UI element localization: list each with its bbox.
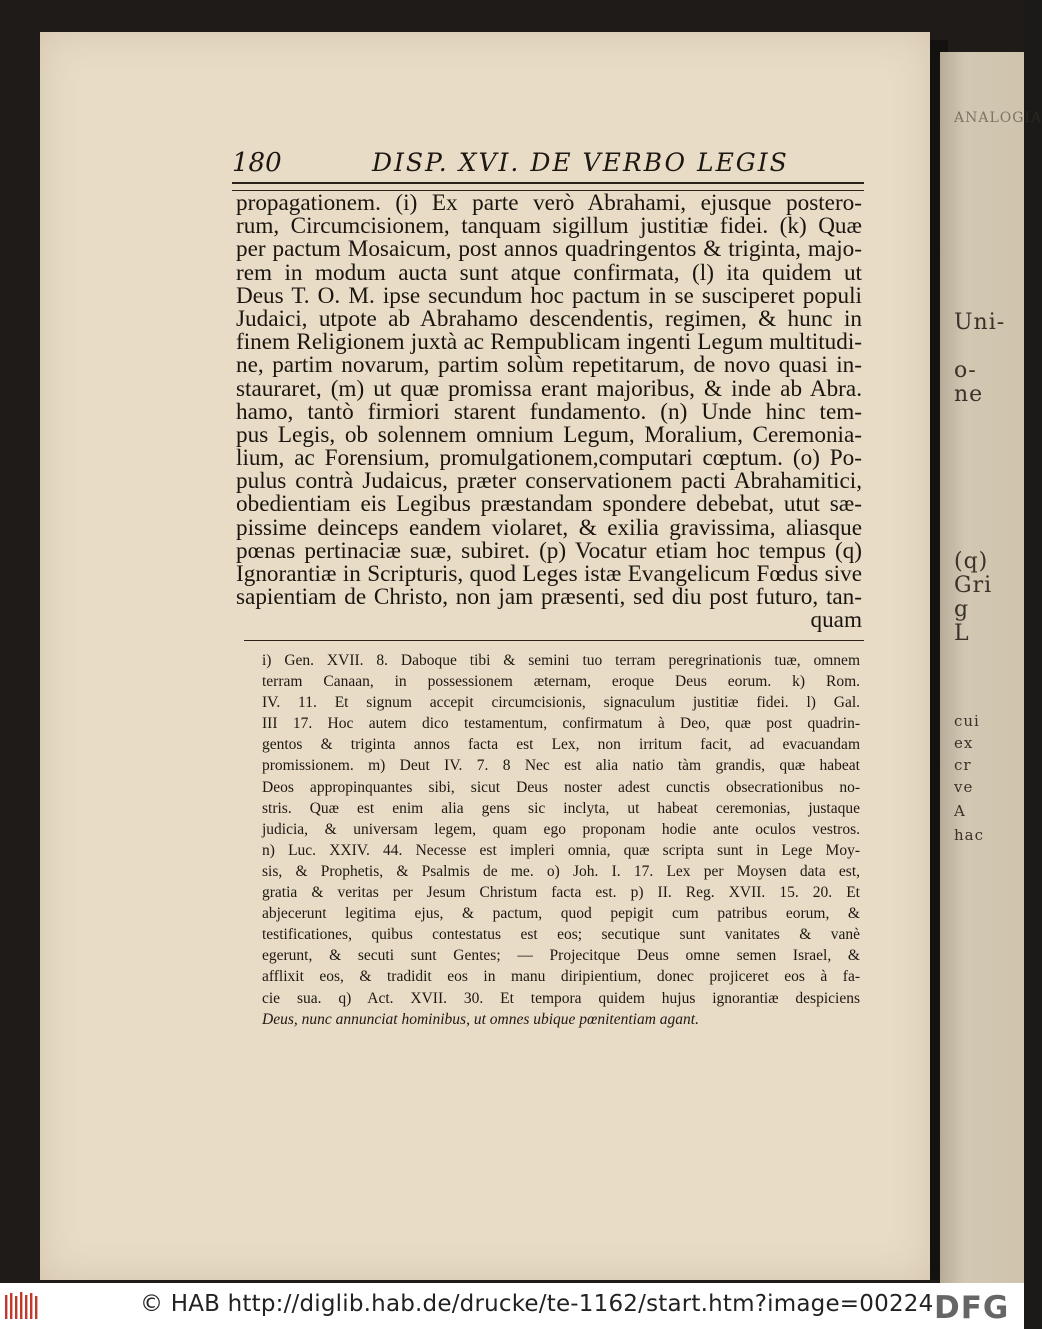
dfg-logo (932, 1289, 1020, 1326)
facing-page-fragment: Gri (954, 573, 993, 598)
facing-page-fragment: cui (954, 712, 980, 730)
text-line: hamo, tantò firmiori starent fundamento. (n) Unde hinc tem- (236, 398, 862, 425)
catchword: quam (810, 607, 862, 634)
facing-page-fragment: cr (954, 756, 972, 774)
footnotes (262, 650, 860, 1030)
text-line: obedientiam eis Legibus præstandam spondere debebat, utut sæ- (236, 491, 862, 518)
footnote-rule (244, 640, 864, 641)
facing-page-fragment: A (954, 802, 966, 820)
text-line: rum, Circumcisionem, tanquam sigillum justitiæ fidei. (k) Quæ (236, 213, 862, 240)
footnote-line: judicia, & universam legem, quam ego proponam hodie ante oculos vestros. (262, 820, 860, 838)
viewer-footer (0, 1283, 1024, 1329)
text-line: Deus T. O. M. ipse secundum hoc pactum in se susciperet populi (236, 282, 862, 309)
footnote-line: testificationes, quibus contestatus est eos; secutique sunt vanitates & vanè (262, 926, 860, 944)
facing-page-fragment: ex (954, 734, 974, 752)
footnote-line: sis, & Prophetis, & Psalmis de me. o) Joh. I. 17. Lex per Moysen data est, (262, 862, 860, 880)
facing-page-fragment: ve (954, 778, 974, 796)
footnote-line: gratia & veritas per Jesum Christum facta est. p) II. Reg. XVII. 15. 20. Et (262, 884, 860, 902)
footnote-line: III 17. Hoc autem dico testamentum, confirmatum à Deo, quæ post quadrin- (262, 715, 860, 733)
footnote-line: abjecerunt legitima ejus, & pactum, quod pepigit cum patribus eorum, & (262, 905, 860, 923)
page-number: 180 (232, 148, 282, 178)
text-line: lium, ac Forensium, promulgationem,computari cœptum. (o) Po- (236, 445, 862, 472)
main-text (236, 192, 862, 633)
facing-page-fragment: ANALOGIA (954, 110, 1042, 126)
facing-page-fragment: g (954, 597, 970, 622)
facing-page-fragment: ne (954, 382, 984, 407)
footnote-line: IV. 11. Et signum accepit circumcisionis, signaculum justitiæ fidei. l) Gal. (262, 694, 860, 712)
running-title: DISP. XVI. DE VERBO LEGIS (372, 148, 789, 177)
text-line: pus Legis, ob solennem omnium Legum, Moralium, Ceremonia- (236, 421, 862, 448)
text-line: stauraret, (m) ut quæ promissa erant majoribus, & inde ab Abra. (236, 375, 862, 402)
footnote-line: gentos & triginta annos facta est Lex, non irritum facit, ad evacuandam (262, 736, 860, 754)
facing-page-fragment: o- (954, 358, 977, 383)
facing-page-fragment: hac (954, 826, 985, 844)
footnote-line: cie sua. q) Act. XVII. 30. Et tempora quidem hujus ignorantiæ despiciens (262, 989, 860, 1007)
text-line: ne, partim novarum, partim solùm repetitarum, de novo quasi in- (236, 352, 862, 379)
facing-page-fragment: Uni- (954, 310, 1006, 335)
footnote-line: Deos appropinquantes sibi, sicut Deus noster adest cunctis obsecrationibus no- (262, 778, 860, 796)
text-line: pulus contrà Judaicus, præter conservationem pacti Abrahamitici, (236, 468, 862, 495)
footnote-line: Deus, nunc annunciat hominibus, ut omnes ubique pœnitentiam agant. (262, 1010, 699, 1028)
copyright-caption: © HAB http://diglib.hab.de/drucke/te-1162/start.htm?image=00224 (140, 1291, 934, 1317)
text-line: per pactum Mosaicum, post annos quadringentos & triginta, majo- (236, 236, 862, 263)
text-line: finem Religionem juxtà ac Rempublicam ingenti Legum multitudi- (236, 329, 862, 356)
footnote-line: n) Luc. XXIV. 44. Necesse est impleri omnia, quæ scripta sunt in Lege Moy- (262, 841, 860, 859)
text-line: Judaici, utpote ab Abrahamo descendentis, regimen, & hunc in (236, 305, 862, 332)
text-line: Ignorantiæ in Scripturis, quod Leges istæ Evangelicum Fœdus sive (236, 561, 862, 587)
facing-page-fragment: (q) (954, 549, 989, 574)
footnote-line: afflixit eos, & tradidit eos in manu diripientium, donec projiceret eos à fa- (262, 968, 860, 986)
text-line: propagationem. (i) Ex parte verò Abrahami, ejusque postero- (236, 190, 862, 216)
footnote-line: promissionem. m) Deut IV. 7. 8 Nec est alia natio tàm grandis, quæ habeat (262, 757, 860, 775)
page-header (232, 148, 860, 182)
footnote-line: egerunt, & secuti sunt Gentes; — Projecitque Deus omne semen Israel, & (262, 947, 860, 965)
hab-bars-icon (4, 1291, 38, 1321)
facing-page-edge (940, 52, 1042, 1283)
footnote-line: stris. Quæ est enim alia gens sic inclyta, ut habeat ceremonias, justaque (262, 799, 860, 817)
text-line: pissime deinceps eandem violaret, & exilia gravissima, aliasque (236, 514, 862, 541)
facing-page-fragment: L (954, 621, 970, 646)
text-line: sapientiam de Christo, non jam præsenti, sed diu post futuro, tan- (236, 584, 862, 611)
text-line: pœnas pertinaciæ suæ, subiret. (p) Vocatur etiam hoc tempus (q) (236, 537, 862, 564)
footnote-line: terram Canaan, in possessionem æternam, eroque Deus eorum. k) Rom. (262, 673, 860, 691)
footnote-line: i) Gen. XVII. 8. Daboque tibi & semini tuo terram peregrinationis tuæ, omnem (262, 652, 860, 669)
text-line: rem in modum aucta sunt atque confirmata, (l) ita quidem ut (236, 259, 862, 286)
dfg-logo-text: DFG (934, 1290, 1010, 1326)
